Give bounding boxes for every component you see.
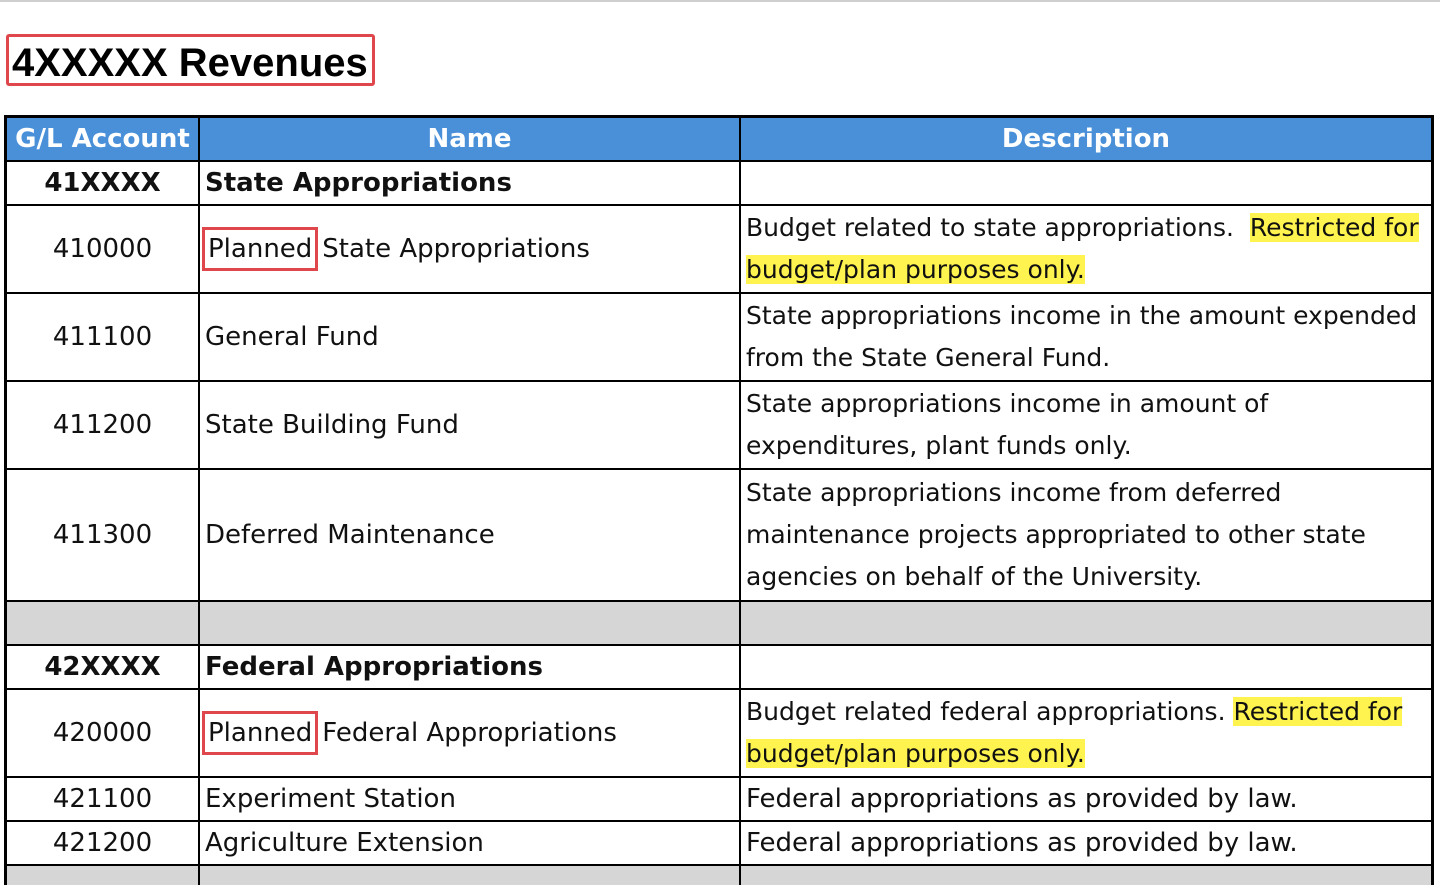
table-row [7,206,1431,294]
description-cell [741,162,1431,204]
table-row [7,646,1431,690]
column-header-account: G/L Account [7,118,200,160]
account-cell: 410000 [7,206,200,292]
table-row [7,778,1431,822]
gl-account-table [4,115,1434,885]
restricted-highlight: Restricted for budget/plan purposes only. [746,697,1403,768]
name-cell: Experiment Station [200,778,741,820]
name-cell [200,206,741,292]
description-cell: Federal appropriations as provided by law. [746,784,1298,814]
name-cell [200,690,741,776]
planned-callout: Planned [202,227,318,271]
spacer-row [7,866,1431,885]
description-text: Budget related to state appropriations. Restricted for budget/plan purposes only. [746,213,1419,284]
account-cell: 421200 [7,822,200,864]
column-header-description: Description [1001,124,1171,154]
table-row [7,470,1431,602]
account-cell: 421100 [7,778,200,820]
account-cell: 411200 [7,382,200,468]
spacer-row [7,602,1431,646]
description-cell: State appropriations income from deferred maintenance projects appropriated to other state agencies on behalf of the University. [746,478,1366,591]
name-cell: General Fund [200,294,741,380]
description-cell [741,206,1431,292]
account-cell: 420000 [7,690,200,776]
account-cell: 411300 [7,470,200,600]
planned-callout: Planned [202,711,318,755]
top-divider [0,0,1440,2]
page-title: 4XXXXX Revenues [12,41,368,85]
table-row [7,382,1431,470]
account-cell: 411100 [7,294,200,380]
name-cell: Federal Appropriations [200,646,741,688]
name-text: State Appropriations [322,234,590,264]
table-header-row [7,118,1431,162]
description-cell [741,646,1431,688]
account-cell: 42XXXX [7,646,200,688]
name-cell: Agriculture Extension [200,822,741,864]
name-cell: State Appropriations [200,162,741,204]
table-row [7,294,1431,382]
column-header-name: Name [200,118,741,160]
table-row [7,162,1431,206]
table-row [7,690,1431,778]
table-row [7,822,1431,866]
description-cell: State appropriations income in the amount expended from the State General Fund. [746,301,1418,372]
name-text: Federal Appropriations [322,718,617,748]
description-cell: Federal appropriations as provided by law. [746,828,1298,858]
restricted-highlight: Restricted for budget/plan purposes only. [746,213,1419,284]
name-cell: Deferred Maintenance [200,470,741,600]
description-text: Budget related federal appropriations. Restricted for budget/plan purposes only. [746,697,1403,768]
name-cell: State Building Fund [200,382,741,468]
description-cell [741,690,1431,776]
account-cell: 41XXXX [7,162,200,204]
description-cell: State appropriations income in amount of expenditures, plant funds only. [746,389,1269,460]
